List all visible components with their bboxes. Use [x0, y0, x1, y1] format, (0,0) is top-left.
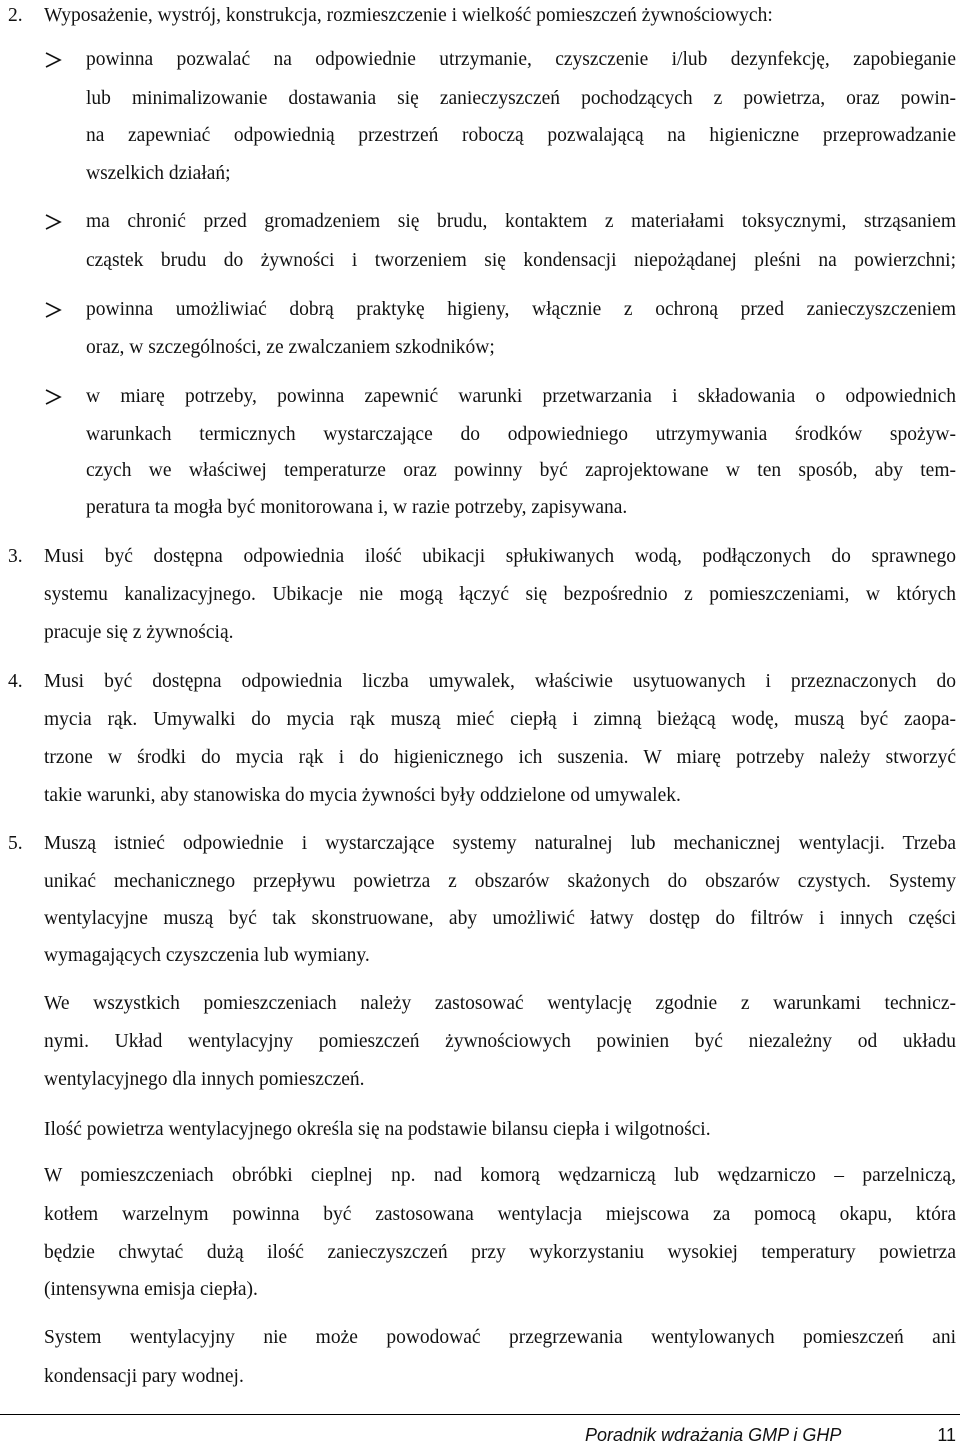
section-number: 3. — [8, 546, 23, 567]
section-4-line-1: Musi być dostępna odpowiednia liczba umywalek, właściwie usytuowanych i przeznaczonych do — [44, 671, 956, 692]
bullet-1-line-4: wszelkich działań; — [86, 163, 231, 184]
section-3-line-1: Musi być dostępna odpowiednia ilość ubikacji spłukiwanych wodą, podłączonych do sprawnego — [44, 546, 956, 567]
paragraph-line: kondensacji pary wodnej. — [44, 1366, 244, 1387]
paragraph-line: będzie chwytać dużą ilość zanieczyszczeń przy wykorzystaniu wysokiej temperatury powietrza — [44, 1242, 956, 1263]
section-number: 4. — [8, 671, 23, 692]
paragraph-line: Ilość powietrza wentylacyjnego określa się na podstawie bilansu ciepła i wilgotności. — [44, 1119, 711, 1140]
section-3-line-3: pracuje się z żywnością. — [44, 622, 234, 643]
paragraph-line: We wszystkich pomieszczeniach należy zastosować wentylację zgodnie z warunkami technicz- — [44, 993, 956, 1014]
bullet-3-line-1: powinna umożliwiać dobrą praktykę higieny, włącznie z ochroną przed zanieczyszczeniem — [86, 299, 956, 320]
arrowhead-bullet-icon — [44, 298, 62, 322]
bullet-1-line-1: powinna pozwalać na odpowiednie utrzymanie, czyszczenie i/lub dezynfekcję, zapobieganie — [86, 49, 956, 70]
bullet-4-line-1: w miarę potrzeby, powinna zapewnić warunki przetwarzania i składowania o odpowiednich — [86, 386, 956, 407]
section-4-line-2: mycia rąk. Umywalki do mycia rąk muszą mieć ciepłą i zimną bieżącą wodę, muszą być zaopa- — [44, 709, 956, 730]
footer-title: Poradnik wdrażania GMP i GHP — [585, 1425, 842, 1445]
bullet-2-line-2: cząstek brudu do żywności i tworzeniem się kondensacji niepożądanej pleśni na powierzchni; — [86, 250, 956, 271]
bullet-3-line-2: oraz, w szczególności, ze zwalczaniem szkodników; — [86, 337, 495, 358]
section-number: 5. — [8, 833, 23, 854]
bullet-2-line-1: ma chronić przed gromadzeniem się brudu, kontaktem z materiałami toksycznymi, strząsaniem — [86, 211, 956, 232]
paragraph-line: System wentylacyjny nie może powodować przegrzewania wentylowanych pomieszczeń ani — [44, 1327, 956, 1348]
arrowhead-bullet-icon — [44, 385, 62, 409]
section-heading: Wyposażenie, wystrój, konstrukcja, rozmieszczenie i wielkość pomieszczeń żywnościowych: — [44, 5, 773, 26]
section-5-line-4: wymagających czyszczenia lub wymiany. — [44, 945, 370, 966]
bullet-4-line-2: warunkach termicznych wystarczające do odpowiedniego utrzymywania środków spożyw- — [86, 424, 956, 445]
section-5-line-2: unikać mechanicznego przepływu powietrza z obszarów skażonych do obszarów czystych. Systemy — [44, 871, 956, 892]
section-4-line-4: takie warunki, aby stanowiska do mycia żywności były oddzielone od umywalek. — [44, 785, 681, 806]
section-number: 2. — [8, 5, 23, 26]
paragraph-line: nymi. Układ wentylacyjny pomieszczeń żywnościowych powinien być niezależny od układu — [44, 1031, 956, 1052]
bullet-4-line-3: czych we właściwej temperaturze oraz powinny być zaprojektowane w ten sposób, aby tem- — [86, 460, 956, 481]
arrowhead-bullet-icon — [44, 48, 62, 72]
paragraph-line: kotłem warzelnym powinna być zastosowana wentylacja miejscowa za pomocą okapu, która — [44, 1204, 956, 1225]
paragraph-line: wentylacyjnego dla innych pomieszczeń. — [44, 1069, 365, 1090]
paragraph-line: W pomieszczeniach obróbki cieplnej np. nad komorą wędzarniczą lub wędzarniczo – parzelniczą, — [44, 1165, 956, 1186]
footer-divider — [0, 1414, 960, 1415]
page-number: 11 — [937, 1425, 956, 1445]
bullet-1-line-2: lub minimalizowanie dostawania się zanieczyszczeń pochodzących z powietrza, oraz powin- — [86, 88, 956, 109]
arrowhead-bullet-icon — [44, 210, 62, 234]
paragraph-line: (intensywna emisja ciepła). — [44, 1279, 258, 1300]
section-3-line-2: systemu kanalizacyjnego. Ubikacje nie mogą łączyć się bezpośrednio z pomieszczeniami, w których — [44, 584, 956, 605]
section-4-line-3: trzone w środki do mycia rąk i do higienicznego ich suszenia. W miarę potrzeby należy stworzyć — [44, 747, 956, 768]
bullet-1-line-3: na zapewniać odpowiednią przestrzeń roboczą pozwalającą na higieniczne przeprowadzanie — [86, 125, 956, 146]
section-5-line-1: Muszą istnieć odpowiednie i wystarczające systemy naturalnej lub mechanicznej wentylacji. Trzeba — [44, 833, 956, 854]
bullet-4-line-4: peratura ta mogła być monitorowana i, w razie potrzeby, zapisywana. — [86, 497, 628, 518]
section-5-line-3: wentylacyjne muszą być tak skonstruowane, aby umożliwić łatwy dostęp do filtrów i innych części — [44, 908, 956, 929]
